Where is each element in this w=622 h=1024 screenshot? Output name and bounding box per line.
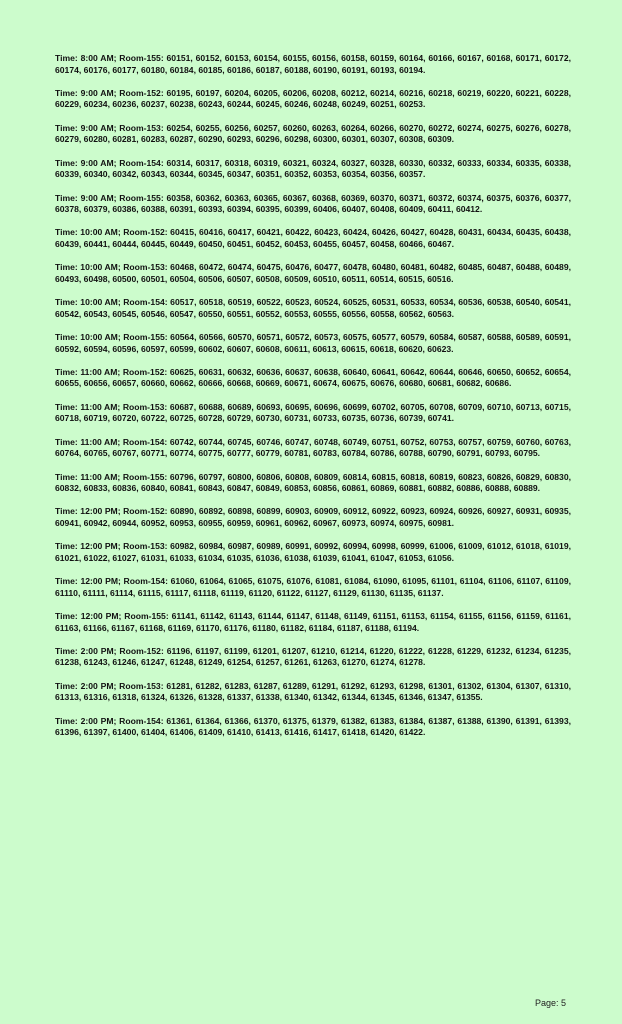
schedule-list	[55, 53, 571, 751]
schedule-entry	[55, 193, 571, 216]
entry-heading: Time: 12:00 PM; Room-155:	[55, 611, 169, 621]
entry-id-list: 60415, 60416, 60417, 60421, 60422, 60423, 60424, 60426, 60427, 60428, 60431, 60434, 60435, 60438, 60439, 60441, 60444, 60445, 60449, 60450, 60451, 60452, 60453, 60455, 60457, 60458, 60466, 60467.	[55, 227, 571, 249]
schedule-entry	[55, 646, 571, 669]
entry-heading: Time: 12:00 PM; Room-154:	[55, 576, 168, 587]
entry-heading: Time: 11:00 AM; Room-152:	[55, 366, 168, 377]
schedule-entry	[55, 297, 571, 320]
entry-id-list: 61060, 61064, 61065, 61075, 61076, 61081, 61084, 61090, 61095, 61101, 61104, 61106, 61107, 61109, 61110, 61111, 61114, 61115, 61117, 61118, 61119, 61120, 61122, 61127, 61129, 61130, 61135, 61137.	[55, 576, 572, 598]
entry-heading: Time: 2:00 PM; Room-154:	[55, 715, 164, 726]
entry-heading: Time: 10:00 AM; Room-152:	[55, 227, 168, 238]
schedule-entry	[55, 402, 571, 425]
schedule-entry	[55, 506, 571, 529]
entry-id-list: 60564, 60566, 60570, 60571, 60572, 60573, 60575, 60577, 60579, 60584, 60587, 60588, 60589, 60591, 60592, 60594, 60596, 60597, 60599, 60602, 60607, 60608, 60611, 60613, 60615, 60618, 60620, 60623.	[55, 332, 571, 354]
schedule-entry	[55, 262, 571, 285]
entry-id-list: 60195, 60197, 60204, 60205, 60206, 60208, 60212, 60214, 60216, 60218, 60219, 60220, 60221, 60228, 60229, 60234, 60236, 60237, 60238, 60243, 60244, 60245, 60246, 60248, 60249, 60251, 60253.	[55, 87, 571, 110]
schedule-entry	[55, 367, 571, 390]
schedule-entry	[55, 332, 571, 355]
entry-id-list: 61141, 61142, 61143, 61144, 61147, 61148, 61149, 61151, 61153, 61154, 61155, 61156, 61159, 61161, 61163, 61166, 61167, 61168, 61169, 61170, 61176, 61180, 61182, 61184, 61187, 61188, 61194.	[55, 611, 571, 633]
entry-heading: Time: 2:00 PM; Room-152:	[55, 645, 164, 656]
entry-heading: Time: 11:00 AM; Room-153:	[55, 401, 168, 412]
entry-heading: Time: 10:00 AM; Room-155:	[55, 332, 168, 342]
entry-heading: Time: 9:00 AM; Room-155:	[55, 192, 164, 203]
entry-heading: Time: 9:00 AM; Room-152:	[55, 87, 164, 98]
entry-id-list: 60687, 60688, 60689, 60693, 60695, 60696, 60699, 60702, 60705, 60708, 60709, 60710, 60713, 60715, 60718, 60719, 60720, 60722, 60725, 60728, 60729, 60730, 60731, 60733, 60735, 60736, 60739, 60741.	[55, 401, 572, 424]
entry-id-list: 61281, 61282, 61283, 61287, 61289, 61291, 61292, 61293, 61298, 61301, 61302, 61304, 61307, 61310, 61313, 61316, 61318, 61324, 61326, 61328, 61337, 61338, 61340, 61342, 61344, 61345, 61346, 61347, 61355.	[55, 680, 572, 703]
schedule-entry	[55, 576, 571, 599]
entry-id-list: 60358, 60362, 60363, 60365, 60367, 60368, 60369, 60370, 60371, 60372, 60374, 60375, 60376, 60377, 60378, 60379, 60386, 60388, 60391, 60393, 60394, 60395, 60399, 60406, 60407, 60408, 60409, 60411, 60412.	[55, 192, 571, 215]
entry-id-list: 60151, 60152, 60153, 60154, 60155, 60156, 60158, 60159, 60164, 60166, 60167, 60168, 60171, 60172, 60174, 60176, 60177, 60180, 60184, 60185, 60186, 60187, 60188, 60190, 60191, 60193, 60194.	[55, 53, 571, 75]
entry-id-list: 60742, 60744, 60745, 60746, 60747, 60748, 60749, 60751, 60752, 60753, 60757, 60759, 60760, 60763, 60764, 60765, 60767, 60771, 60774, 60775, 60777, 60779, 60781, 60783, 60784, 60786, 60788, 60790, 60791, 60793, 60795.	[55, 436, 572, 459]
entry-heading: Time: 8:00 AM; Room-155:	[55, 53, 164, 63]
entry-heading: Time: 11:00 AM; Room-154:	[55, 436, 168, 447]
entry-id-list: 60468, 60472, 60474, 60475, 60476, 60477, 60478, 60480, 60481, 60482, 60485, 60487, 60488, 60489, 60493, 60498, 60500, 60501, 60504, 60506, 60507, 60508, 60509, 60510, 60511, 60514, 60515, 60516.	[55, 262, 571, 284]
schedule-entry	[55, 472, 571, 495]
schedule-entry	[55, 227, 571, 250]
entry-id-list: 60796, 60797, 60800, 60806, 60808, 60809, 60814, 60815, 60818, 60819, 60823, 60826, 60829, 60830, 60832, 60833, 60836, 60840, 60841, 60843, 60847, 60849, 60853, 60856, 60861, 60869, 60881, 60882, 60886, 60888, 60889.	[55, 471, 572, 494]
schedule-entry	[55, 53, 571, 76]
schedule-entry	[55, 123, 571, 146]
entry-heading: Time: 9:00 AM; Room-153:	[55, 122, 164, 133]
entry-id-list: 60314, 60317, 60318, 60319, 60321, 60324, 60327, 60328, 60330, 60332, 60333, 60334, 60335, 60338, 60339, 60340, 60342, 60343, 60344, 60345, 60347, 60351, 60352, 60353, 60354, 60356, 60357.	[55, 157, 571, 180]
entry-id-list: 60982, 60984, 60987, 60989, 60991, 60992, 60994, 60998, 60999, 61006, 61009, 61012, 61018, 61019, 61021, 61022, 61027, 61031, 61033, 61034, 61035, 61036, 61038, 61039, 61041, 61047, 61053, 61056.	[55, 541, 572, 563]
entry-heading: Time: 11:00 AM; Room-155:	[55, 471, 168, 482]
schedule-entry	[55, 437, 571, 460]
entry-heading: Time: 2:00 PM; Room-153:	[55, 680, 164, 691]
schedule-entry	[55, 681, 571, 704]
schedule-entry	[55, 88, 571, 111]
entry-heading: Time: 9:00 AM; Room-154:	[55, 157, 164, 168]
entry-id-list: 61196, 61197, 61199, 61201, 61207, 61210, 61214, 61220, 61222, 61228, 61229, 61232, 61234, 61235, 61238, 61243, 61246, 61247, 61248, 61249, 61254, 61257, 61261, 61263, 61270, 61274, 61278.	[55, 645, 571, 668]
entry-heading: Time: 12:00 PM; Room-153:	[55, 541, 168, 552]
schedule-entry	[55, 158, 571, 181]
page-number: Page: 5	[534, 998, 566, 1008]
entry-heading: Time: 10:00 AM; Room-153:	[55, 262, 168, 273]
entry-id-list: 60625, 60631, 60632, 60636, 60637, 60638, 60640, 60641, 60642, 60644, 60646, 60650, 60652, 60654, 60655, 60656, 60657, 60660, 60662, 60666, 60668, 60669, 60671, 60674, 60675, 60676, 60680, 60681, 60682, 60686.	[55, 366, 572, 389]
schedule-entry	[55, 611, 571, 634]
entry-heading: Time: 12:00 PM; Room-152:	[55, 506, 168, 517]
entry-id-list: 61361, 61364, 61366, 61370, 61375, 61379, 61382, 61383, 61384, 61387, 61388, 61390, 61391, 61393, 61396, 61397, 61400, 61404, 61406, 61409, 61410, 61413, 61416, 61417, 61418, 61420, 61422.	[55, 715, 572, 738]
schedule-entry	[55, 716, 571, 739]
entry-id-list: 60890, 60892, 60898, 60899, 60903, 60909, 60912, 60922, 60923, 60924, 60926, 60927, 60931, 60935, 60941, 60942, 60944, 60952, 60953, 60955, 60959, 60961, 60962, 60967, 60973, 60974, 60975, 60981.	[55, 506, 572, 528]
schedule-entry	[55, 541, 571, 564]
entry-id-list: 60254, 60255, 60256, 60257, 60260, 60263, 60264, 60266, 60270, 60272, 60274, 60275, 60276, 60278, 60279, 60280, 60281, 60283, 60287, 60290, 60293, 60296, 60298, 60300, 60301, 60307, 60308, 60309.	[55, 122, 571, 145]
entry-heading: Time: 10:00 AM; Room-154:	[55, 297, 168, 308]
entry-id-list: 60517, 60518, 60519, 60522, 60523, 60524, 60525, 60531, 60533, 60534, 60536, 60538, 60540, 60541, 60542, 60543, 60545, 60546, 60547, 60550, 60551, 60552, 60553, 60555, 60556, 60558, 60562, 60563.	[55, 297, 571, 319]
